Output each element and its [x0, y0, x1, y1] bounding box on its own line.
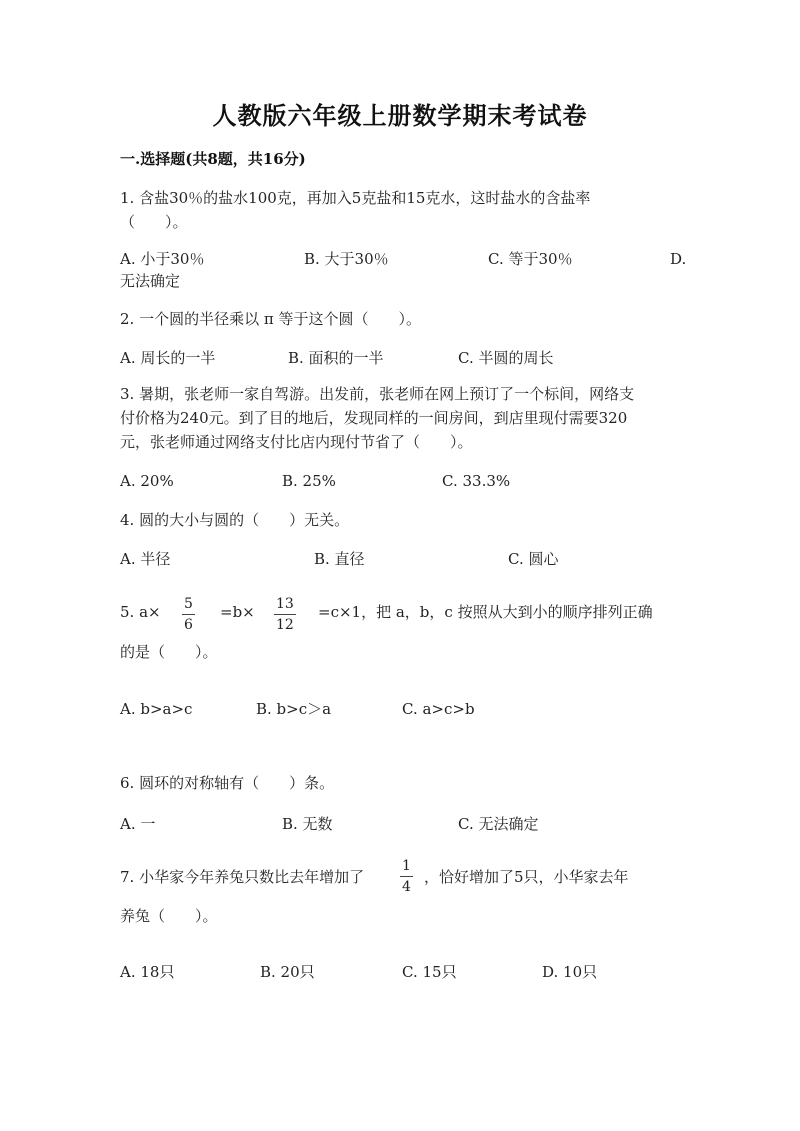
question-7-text-2: ，恰好增加了5只，小华家去年 — [424, 868, 629, 886]
fraction-13-12 — [274, 596, 296, 633]
option-a[interactable]: A. 18只 — [120, 963, 175, 981]
question-5-text-4: 的是（ ）。 — [120, 643, 218, 661]
option-a[interactable]: A. b>a>c — [120, 700, 193, 718]
fraction-denominator: 4 — [402, 879, 411, 895]
question-1-line-2: （ ）。 — [120, 213, 188, 231]
question-4 — [120, 508, 690, 532]
question-4-line-1: 4. 圆的大小与圆的（ ）无关。 — [120, 511, 350, 529]
option-c[interactable]: C. 等于30％ — [488, 250, 573, 268]
option-c[interactable]: C. 无法确定 — [458, 815, 539, 833]
section-heading: 一.选择题(共8题，共16分) — [120, 150, 306, 168]
question-2-line-1: 2. 一个圆的半径乘以 π 等于这个圆（ ）。 — [120, 310, 421, 328]
question-7-text-3: 养兔（ ）。 — [120, 907, 218, 925]
option-a[interactable]: A. 20% — [120, 472, 174, 490]
option-a[interactable]: A. 一 — [120, 815, 156, 833]
question-6 — [120, 771, 690, 795]
fraction-denominator: 6 — [184, 617, 193, 633]
fraction-numerator: 1 — [400, 858, 413, 877]
option-b[interactable]: B. 直径 — [314, 550, 365, 568]
option-c[interactable]: C. 33.3% — [442, 472, 511, 490]
question-2 — [120, 307, 690, 331]
question-5-text-3: =c×1，把 a，b，c 按照从大到小的顺序排列正确 — [318, 603, 653, 621]
option-a[interactable]: A. 周长的一半 — [120, 349, 216, 367]
fraction-denominator: 12 — [276, 617, 294, 633]
fraction-1-4 — [400, 858, 413, 895]
option-c[interactable]: C. 半圆的周长 — [458, 349, 554, 367]
option-b[interactable]: B. 面积的一半 — [288, 349, 384, 367]
question-7-text-1: 7. 小华家今年养兔只数比去年增加了 — [120, 868, 365, 886]
question-3 — [120, 382, 690, 454]
question-5-text-2: =b× — [220, 603, 255, 621]
option-a[interactable]: A. 小于30％ — [120, 250, 205, 268]
question-5-options — [120, 698, 690, 746]
question-3-line-3: 元，张老师通过网络支付比店内现付节省了（ ）。 — [120, 433, 473, 451]
question-3-line-1: 3. 暑期，张老师一家自驾游。出发前，张老师在网上预订了一个标间，网络支 — [120, 385, 635, 403]
fraction-5-6 — [182, 596, 195, 633]
question-5-text-1: 5. a× — [120, 603, 161, 621]
question-1-line-1: 1. 含盐30％的盐水100克，再加入5克盐和15克水，这时盐水的含盐率 — [120, 189, 591, 207]
option-b[interactable]: B. b>c＞a — [256, 700, 332, 718]
question-6-options — [120, 813, 690, 861]
question-1 — [120, 186, 690, 234]
option-a[interactable]: A. 半径 — [120, 550, 171, 568]
fraction-numerator: 5 — [182, 596, 195, 615]
option-c[interactable]: C. 15只 — [402, 963, 457, 981]
option-b[interactable]: B. 20只 — [260, 963, 315, 981]
option-b[interactable]: B. 无数 — [282, 815, 333, 833]
question-1-options — [120, 248, 690, 296]
fraction-numerator: 13 — [274, 596, 296, 615]
option-d[interactable]: D. 无法确定 — [120, 250, 687, 290]
question-6-line-1: 6. 圆环的对称轴有（ ）条。 — [120, 774, 335, 792]
option-b[interactable]: B. 25% — [282, 472, 336, 490]
question-4-options — [120, 548, 690, 596]
option-d[interactable]: D. 10只 — [542, 963, 598, 981]
question-3-line-2: 付价格为240元。到了目的地后，发现同样的一间房间，到店里现付需要320 — [120, 409, 628, 427]
option-c[interactable]: C. a>c>b — [402, 700, 475, 718]
option-b[interactable]: B. 大于30％ — [304, 250, 389, 268]
option-c[interactable]: C. 圆心 — [508, 550, 559, 568]
page-title: 人教版六年级上册数学期末考试卷 — [212, 101, 588, 130]
question-7-options — [120, 961, 690, 1009]
